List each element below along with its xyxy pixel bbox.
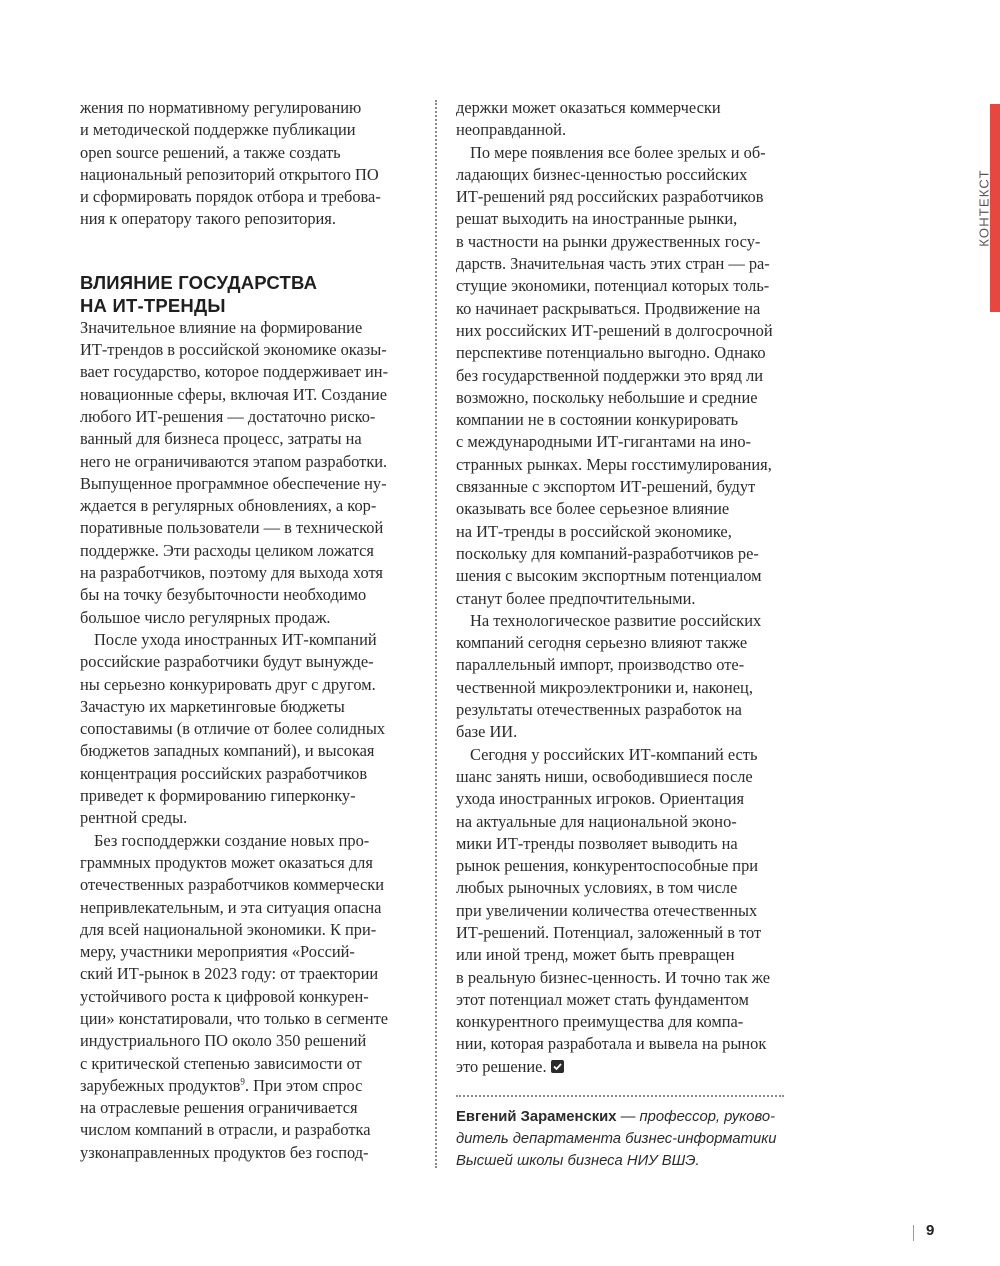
section-label: КОНТЕКСТ — [976, 169, 992, 247]
left-column — [80, 97, 428, 1164]
right-intro-paragraph: держки может оказаться коммерчески неоправданной. — [456, 98, 721, 140]
paragraph-niches: Сегодня у российских ИТ-компаний есть шанс занять ниши, освободившиеся после ухода иностранных игроков. Ориентация на актуальные для национальной эконо- мики ИТ-тренды позволяет выводить на рынок решения, конкурентоспособные при любых рыночных условиях, в том числе при увеличении количества отечественных ИТ-решений. Потенциал, заложенный в тот или иной тренд, может быть превращен в реальную бизнес-ценность. И точно так же этот потенциал может стать фундаментом конкурентного преимущества для компа- нии, которая разработала и вывела на рынок это решение. — [456, 744, 771, 1076]
author-divider — [456, 1095, 784, 1097]
paragraph-tech-development: На технологическое развитие российских компаний сегодня серьезно влияют также параллельный импорт, производство оте- чественной микроэлектроники и, наконец, результаты отечественных разработок на базе ИИ. — [456, 610, 762, 742]
author-info: Евгений Зараменских — профессор, руково- дитель департамента бизнес-информатики Высшей школы бизнеса НИУ ВШЭ. — [456, 1109, 777, 1170]
page-number: 9 — [926, 1222, 935, 1239]
author-name: Евгений Зараменских — [456, 1109, 617, 1125]
paragraph-state-influence: Значительное влияние на формирование ИТ-трендов в российской экономике оказы- вает государство, которое поддерживает ин- новационные сферы, включая ИТ. Создание любого ИТ-решения — достаточно риско- ванный для бизнеса процесс, затраты на него не ограничиваются этапом разработки. Выпущенное программное обеспечение ну- ждается в регулярных обновлениях, а кор- поративные пользователи — в технической поддержке. Эти расходы целиком ложатся на разработчиков, поэтому для выхода хотя бы на точку безубыточности необходимо большое число регулярных продаж. — [80, 317, 389, 627]
section-heading: ВЛИЯНИЕ ГОСУДАРСТВА НА ИТ-ТРЕНДЫ — [80, 271, 318, 316]
section-marker-bar — [990, 104, 1000, 312]
left-intro-paragraph: жения по нормативному регулированию и методической поддержке публикации open source решений, а также создать национальный репозиторий открытого ПО и сформировать порядок отбора и требова- ния к оператору такого репозитория. — [80, 98, 381, 229]
paragraph-foreign-markets: По мере появления все более зрелых и об- ладающих бизнес-ценностью российских ИТ-решений ряд российских разработчиков решат выходить на иностранные рынки, в частности на рынки дружественных госу- дарств. Значительная часть этих стран — ра- стущие экономики, потенциал которых толь- ко начинает раскрываться. Продвижение на них российских ИТ-решений в долгосрочной перспективе потенциально выгодно. Однако без государственной поддержки это вряд ли возможно, поскольку небольшие и средние компании не в состоянии конкурировать с международными ИТ-гигантами на ино- странных рынках. Меры госстимулирования, связанные с экспортом ИТ-решений, будут оказывать все более серьезное влияние на ИТ-тренды в российской экономике, поскольку для компаний-разработчиков ре- шения с высоким экспортным потенциалом станут более предпочтительными. — [456, 142, 773, 608]
column-divider — [435, 100, 437, 1168]
paragraph-competition: После ухода иностранных ИТ-компаний российские разработчики будут вынужде- ны серьезно конкурировать друг с другом. Зачастую их маркетинговые бюджеты сопоставимы (в отличие от более солидных бюджетов западных компаний), и высокая концентрация российских разработчиков приведет к формированию гиперконку- рентной среды. — [80, 629, 386, 828]
page-number-separator — [913, 1225, 914, 1241]
author-title: профессор, руково- — [639, 1109, 776, 1125]
paragraph-state-support: Без господдержки создание новых про- граммных продуктов может оказаться для отечественных разработчиков коммерчески непривлекательным, и эта ситуация опасна для всей национальной экономики. К при- меру, участники мероприятия «Россий- ский ИТ-рынок в 2023 году: от траектории устойчивого роста к цифровой конкурен- ции» констатировали, что только в сегменте индустриального ПО около 350 решений с критической степенью зависимости от зарубежных продуктов$^9$. При этом спрос на отраслевые решения ограничивается числом компаний в отрасли, и разработка узконаправленных продуктов без господ- — [80, 830, 389, 1162]
right-column — [456, 97, 796, 1078]
end-mark-check-icon — [551, 1060, 564, 1073]
footnote-reference[interactable]: 9 — [240, 1076, 245, 1087]
